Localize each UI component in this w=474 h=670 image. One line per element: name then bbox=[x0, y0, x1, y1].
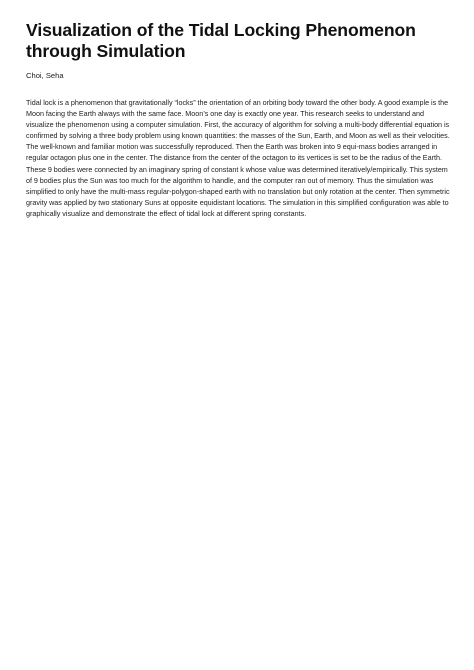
author-name: Choi, Seha bbox=[26, 71, 64, 80]
paper-title: Visualization of the Tidal Locking Phenomenon through Simulation bbox=[26, 20, 416, 61]
abstract-text: Tidal lock is a phenomenon that gravitationally “locks” the orientation of an orbiting body toward the other body. A good example is the Moon facing the Earth always with the same face. Moon’s one day is exactly one year. This research seeks to understand and visualize the phenomenon using a computer simulation. First, the accuracy of algorithm for solving a multi-body differential equation is confirmed by solving a three body problem using known quantities: the masses of the Sun, Earth, and Moon as well as their velocities. The well-known and familiar motion was successfully reproduced. Then the Earth was broken into 9 equi-mass bodies arranged in regular octagon plus one in the center. The distance from the center of the octagon to its vertices is set to be the radius of the Earth. These 9 bodies were connected by an imaginary spring of constant k whose value was determined iteratively/empirically. This system of 9 bodies plus the Sun was too much for the algorithm to handle, and the computer ran out of memory. Thus the simulation was simplified to only have the multi-mass regular-polygon-shaped earth with no translation but only rotation at the center. Then symmetric gravity was applied by two stationary Suns at opposite equidistant locations. The simulation in this simplified configuration was able to graphically visualize and demonstrate the effect of tidal lock at different spring constants. bbox=[26, 98, 450, 218]
